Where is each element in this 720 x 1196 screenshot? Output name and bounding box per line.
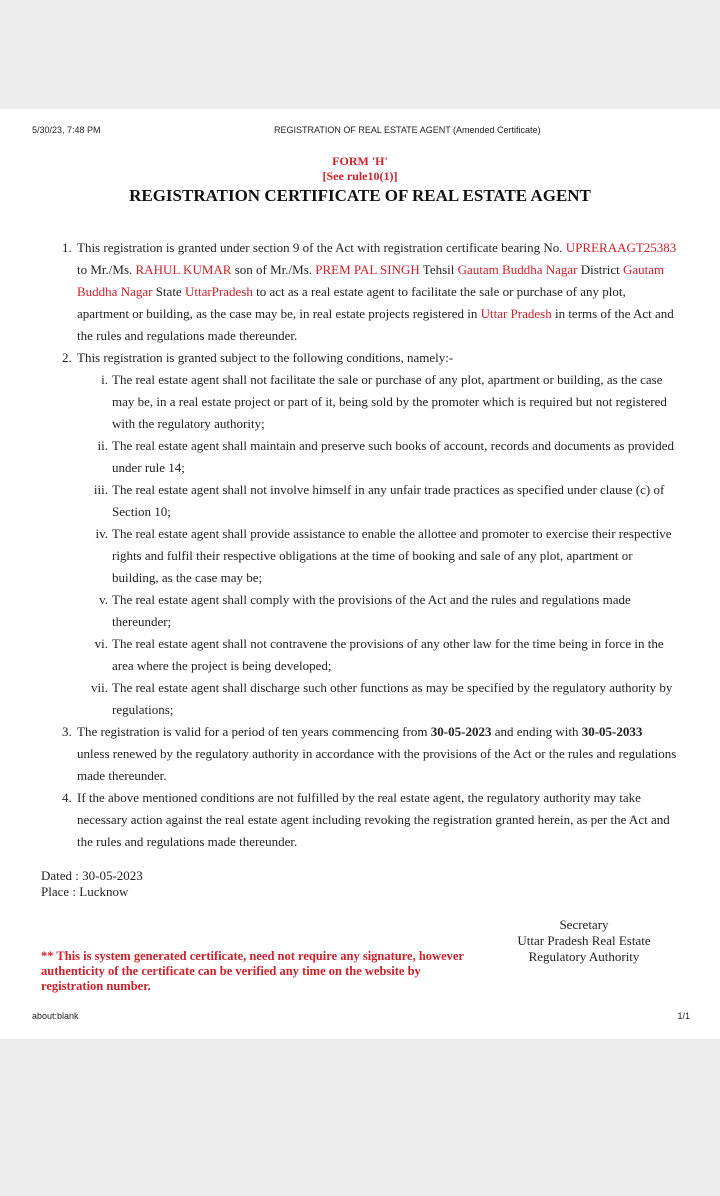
paragraph-number: 1. — [62, 240, 72, 255]
paragraph-1 — [0, 237, 677, 347]
text: This registration is granted under section 9 of the Act with registration certificate bearing No. — [77, 240, 563, 255]
text: State — [155, 284, 182, 299]
date-place-block — [41, 868, 143, 900]
system-generated-note: ** This is system generated certificate, need not require any signature, however authenticity of the certificate can be verified any time on the website by registration number. — [41, 949, 464, 993]
text: Tehsil — [422, 262, 455, 277]
place: Place : Lucknow — [41, 884, 129, 899]
condition-item — [0, 435, 678, 479]
condition-text: The real estate agent shall discharge such other functions as may be specified by the regulatory authority by regulations; — [112, 680, 673, 717]
certificate-title: REGISTRATION CERTIFICATE OF REAL ESTATE AGENT — [129, 186, 591, 205]
text: in terms of the Act and the rules and regulations made thereunder. — [77, 306, 674, 343]
text: and ending with — [494, 724, 579, 739]
condition-number: ii. — [97, 438, 108, 453]
state: UttarPradesh — [184, 284, 253, 299]
condition-number: v. — [99, 592, 108, 607]
condition-text: The real estate agent shall not facilitate the sale or purchase of any plot, apartment or building, as the case may be, in a real estate project or part of it, being sold by the promoter which is required but not registered with the regulatory authority; — [112, 372, 667, 431]
condition-number: iv. — [95, 526, 108, 541]
dated: Dated : 30-05-2023 — [41, 868, 143, 883]
condition-text: The real estate agent shall not contravene the provisions of any other law for the time being in force in the area where the project is being developed; — [112, 636, 664, 673]
paragraph-number: 2. — [62, 350, 72, 365]
paragraph-3 — [0, 721, 677, 787]
condition-item — [0, 479, 678, 523]
footer-url: about:blank — [32, 1011, 79, 1021]
tehsil: Gautam Buddha Nagar — [457, 262, 578, 277]
text: son of Mr./Ms. — [234, 262, 313, 277]
text: to act as a real estate agent to facilitate the sale or purchase of any plot, apartment or building, as the case may be, in real estate projects registered in — [77, 284, 626, 321]
certificate-body — [0, 237, 720, 853]
registered-state: Uttar Pradesh — [480, 306, 552, 321]
paragraph-number: 4. — [62, 790, 72, 805]
text: This registration is granted subject to the following conditions, namely:- — [77, 350, 454, 365]
condition-text: The real estate agent shall maintain and preserve such books of account, records and documents as provided under rule 14; — [112, 438, 675, 475]
father-name: PREM PAL SINGH — [315, 262, 420, 277]
print-title: REGISTRATION OF REAL ESTATE AGENT (Amended Certificate) — [274, 125, 541, 135]
text: District — [580, 262, 620, 277]
condition-item — [0, 589, 678, 633]
condition-number: iii. — [93, 482, 108, 497]
condition-number: vi. — [94, 636, 108, 651]
rule-reference: [See rule10(1)] — [322, 169, 398, 183]
condition-text: The real estate agent shall comply with the provisions of the Act and the rules and regulations made thereunder; — [112, 592, 631, 629]
text: If the above mentioned conditions are not fulfilled by the real estate agent, the regulatory authority may take necessary action against the real estate agent including revoking the registration granted herein, as per the Act and the rules and regulations made thereunder. — [77, 790, 670, 849]
condition-item — [0, 369, 678, 435]
condition-item — [0, 677, 678, 721]
condition-text: The real estate agent shall not involve himself in any unfair trade practices as specified under clause (c) of Section 10; — [112, 482, 665, 519]
condition-text: The real estate agent shall provide assistance to enable the allottee and promoter to exercise their respective rights and fulfil their respective obligations at the time of booking and sale of any plot, apartment or building, as the case may be; — [112, 526, 672, 585]
condition-number: vii. — [91, 680, 108, 695]
signatory-block — [500, 917, 668, 965]
district: Gautam Buddha Nagar — [77, 262, 665, 299]
signatory-org: Uttar Pradesh Real Estate — [517, 933, 651, 948]
signatory-title: Secretary — [559, 917, 609, 932]
paragraph-2 — [0, 347, 677, 369]
text: unless renewed by the regulatory authority in accordance with the provisions of the Act or the rules and regulations made thereunder. — [77, 746, 677, 783]
page-number: 1/1 — [677, 1011, 690, 1021]
validity-end: 30-05-2033 — [581, 724, 643, 739]
condition-item — [0, 523, 678, 589]
document-page — [0, 109, 720, 1039]
form-label: FORM 'H' — [332, 154, 388, 168]
agent-name: RAHUL KUMAR — [135, 262, 232, 277]
condition-number: i. — [101, 372, 108, 387]
print-datetime: 5/30/23, 7:48 PM — [32, 125, 101, 135]
signatory-org-2: Regulatory Authority — [528, 949, 640, 964]
paragraph-number: 3. — [62, 724, 72, 739]
condition-item — [0, 633, 678, 677]
paragraph-4 — [0, 787, 677, 853]
text: The registration is valid for a period of ten years commencing from — [77, 724, 428, 739]
text: to Mr./Ms. — [77, 262, 133, 277]
registration-number: UPRERAAGT25383 — [565, 240, 677, 255]
validity-start: 30-05-2023 — [430, 724, 492, 739]
